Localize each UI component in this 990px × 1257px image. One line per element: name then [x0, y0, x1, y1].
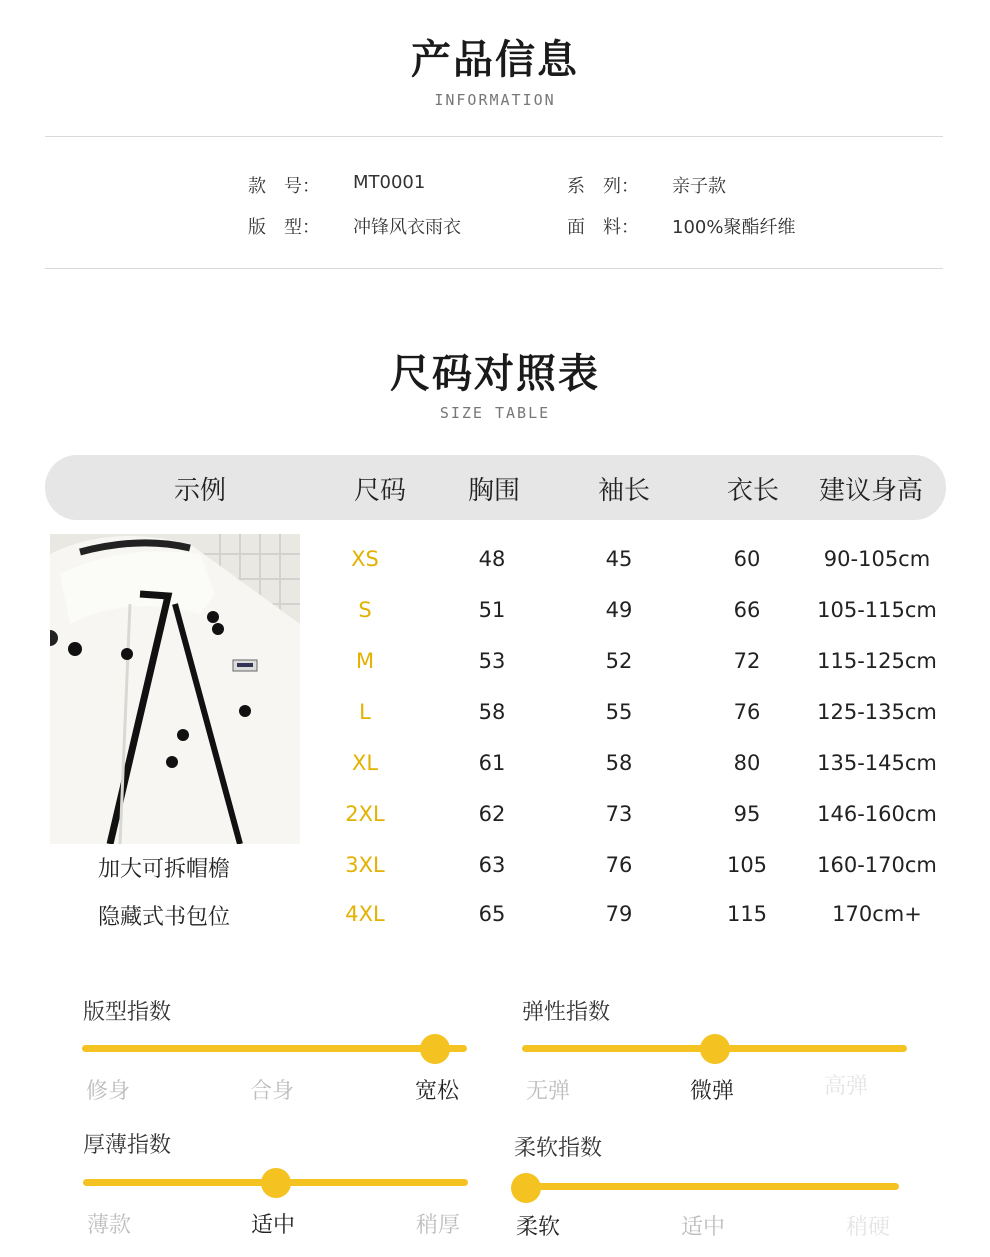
divider [45, 268, 943, 269]
sleeve-cell: 73 [605, 802, 633, 826]
height-cell: 160-170cm [817, 853, 937, 877]
feature-note: 加大可拆帽檐 [98, 857, 231, 882]
size-cell: 3XL [345, 853, 385, 877]
chest-cell: 63 [478, 853, 506, 877]
chest-cell: 48 [478, 547, 506, 571]
size-cell: XL [351, 751, 379, 775]
fit-tick-loose: 宽松 [415, 1079, 460, 1104]
header-example: 示例 [173, 476, 226, 506]
jacket-illustration [50, 534, 300, 844]
header-height: 建议身高 [818, 476, 923, 506]
softness-index-track [514, 1183, 899, 1190]
fit-index-track [82, 1045, 467, 1052]
info-subtitle: INFORMATION [434, 91, 556, 109]
info-label: 面 料： [567, 217, 639, 238]
header-chest: 胸围 [467, 476, 520, 506]
length-cell: 115 [726, 902, 768, 926]
jacket-photo [50, 534, 300, 844]
info-value: 100%聚酯纤维 [672, 217, 796, 238]
thickness-tick-thick: 稍厚 [416, 1213, 461, 1238]
sleeve-cell: 76 [605, 853, 633, 877]
sleeve-cell: 55 [605, 700, 633, 724]
thickness-tick-thin: 薄款 [87, 1213, 132, 1238]
feature-note: 隐藏式书包位 [98, 905, 231, 930]
length-cell: 66 [733, 598, 761, 622]
length-cell: 80 [733, 751, 761, 775]
length-cell: 60 [733, 547, 761, 571]
elasticity-tick-none: 无弹 [526, 1079, 571, 1104]
height-cell: 146-160cm [817, 802, 937, 826]
height-cell: 135-145cm [817, 751, 937, 775]
size-cell: S [358, 598, 372, 622]
table-row [320, 700, 950, 751]
divider [45, 136, 943, 137]
thickness-tick-medium: 适中 [251, 1213, 296, 1238]
table-row [320, 902, 950, 953]
softness-index-label: 柔软指数 [514, 1136, 603, 1161]
fit-index-label: 版型指数 [83, 1000, 172, 1025]
info-field-series [567, 172, 887, 198]
sleeve-cell: 49 [605, 598, 633, 622]
sleeve-cell: 79 [605, 902, 633, 926]
info-value: 亲子款 [672, 176, 726, 197]
sleeve-cell: 45 [605, 547, 633, 571]
size-cell: 2XL [345, 802, 385, 826]
info-value: 冲锋风衣雨衣 [353, 217, 461, 238]
height-cell: 105-115cm [817, 598, 937, 622]
size-cell: M [355, 649, 375, 673]
elasticity-tick-high: 高弹 [824, 1074, 869, 1099]
header-length: 衣长 [726, 476, 779, 506]
table-row [320, 598, 950, 649]
softness-index-knob [511, 1173, 541, 1203]
info-label: 系 列： [567, 176, 639, 197]
info-field-style-no [248, 172, 568, 198]
sleeve-cell: 58 [605, 751, 633, 775]
elasticity-tick-slight: 微弹 [690, 1079, 735, 1104]
table-row [320, 853, 950, 904]
table-row [320, 547, 950, 598]
length-cell: 76 [733, 700, 761, 724]
height-cell: 170cm+ [832, 902, 922, 926]
table-row [320, 802, 950, 853]
thickness-index-knob [261, 1168, 291, 1198]
height-cell: 115-125cm [817, 649, 937, 673]
info-label: 款 号： [248, 176, 320, 197]
chest-cell: 53 [478, 649, 506, 673]
size-table-title: 尺码对照表 [390, 351, 600, 397]
info-value: MT0001 [353, 172, 426, 193]
chest-cell: 58 [478, 700, 506, 724]
size-table-subtitle: SIZE TABLE [439, 404, 551, 422]
size-cell: 4XL [345, 902, 385, 926]
size-cell: XS [351, 547, 379, 571]
info-label: 版 型： [248, 217, 320, 238]
fit-tick-slim: 修身 [86, 1079, 131, 1104]
height-cell: 90-105cm [823, 547, 931, 571]
size-cell: L [359, 700, 371, 724]
sleeve-cell: 52 [605, 649, 633, 673]
fit-index-knob [420, 1034, 450, 1064]
info-title: 产品信息 [411, 37, 579, 83]
elasticity-index-knob [700, 1034, 730, 1064]
header-size: 尺码 [353, 476, 406, 506]
header-sleeve: 袖长 [597, 476, 650, 506]
length-cell: 105 [726, 853, 768, 877]
info-field-fit [248, 213, 568, 239]
chest-cell: 65 [478, 902, 506, 926]
chest-cell: 62 [478, 802, 506, 826]
length-cell: 95 [733, 802, 761, 826]
table-row [320, 649, 950, 700]
chest-cell: 51 [478, 598, 506, 622]
height-cell: 125-135cm [817, 700, 937, 724]
thickness-index-label: 厚薄指数 [83, 1133, 172, 1158]
info-field-fabric [567, 213, 887, 239]
elasticity-index-label: 弹性指数 [522, 1000, 611, 1025]
softness-tick-medium: 适中 [681, 1215, 726, 1240]
table-row [320, 751, 950, 802]
softness-tick-hard: 稍硬 [846, 1215, 891, 1240]
softness-tick-soft: 柔软 [516, 1215, 561, 1240]
length-cell: 72 [733, 649, 761, 673]
chest-cell: 61 [478, 751, 506, 775]
fit-tick-regular: 合身 [250, 1079, 295, 1104]
